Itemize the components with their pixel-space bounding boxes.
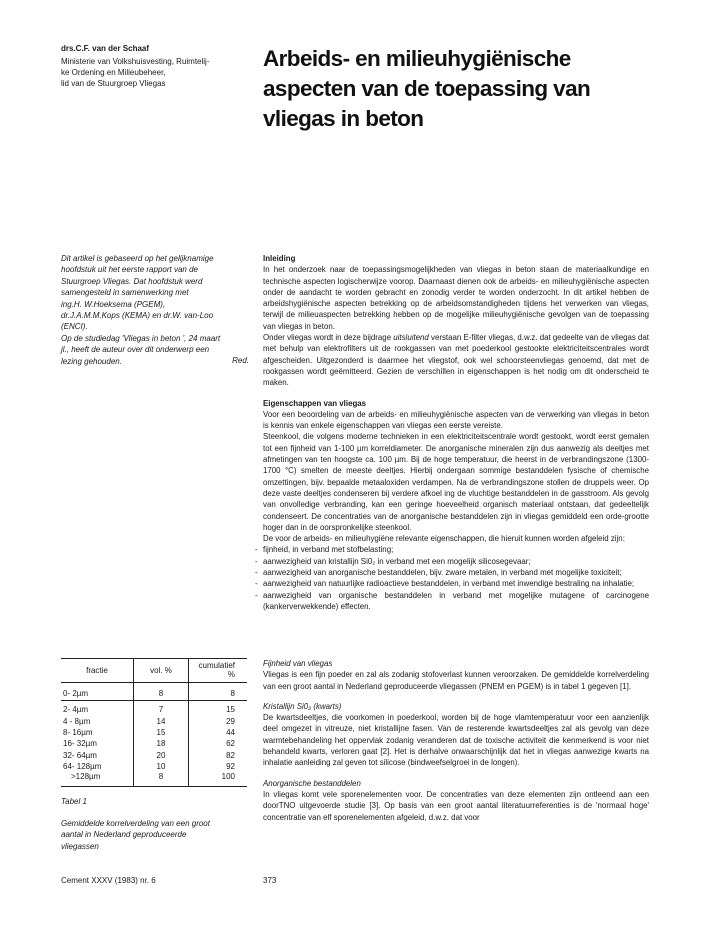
table-cell: 0- 2µm: [61, 683, 134, 701]
table-cell: 64- 128µm: [61, 761, 134, 772]
table-cell: 4 - 8µm: [61, 715, 134, 726]
text-run: Onder vliegas wordt in deze bijdrage: [263, 333, 394, 343]
list-item-text: fijnheid, in verband met stofbelasting;: [263, 545, 394, 555]
journal-footer: Cement XXXV (1983) nr. 6: [61, 876, 156, 885]
particle-size-table: [61, 658, 247, 787]
affiliation-line: ke Ordening en Milieubeheer,: [61, 68, 166, 77]
page-number: 373: [263, 876, 277, 885]
table-cell: 62: [226, 739, 235, 749]
paragraph: De kwartsdeeltjes, die voorkomen in poederkool, worden bij de hoge vlamtemperatuur voor een aanzienlijk deel omgezet in vitreuze, niet kristallijne fasen. Van de resterende kwartsdeeltjes zal als gevolg van deze warmtebehandeling het oppervlak zodanig veranderen dat de toxische activiteit die kenmerkend is voor niet behandeld kwarts, verloren gaat [2]. Het is derhalve onwaarschijnlijk dat het in vliegas aanwezige kwarts na inhalatie aanleiding zal geven tot silicose (bindweefselgroei in de longen).: [263, 713, 649, 768]
table-caption: [61, 818, 249, 852]
table-row: [61, 727, 247, 738]
spacer: [263, 769, 649, 778]
caption-line: Gemiddelde korrelverdeling van een groot: [61, 819, 210, 828]
table-row: [61, 701, 247, 716]
article-title: [263, 44, 683, 134]
caption-line: vliegassen: [61, 841, 99, 851]
table-cell: 44: [226, 727, 235, 737]
table-top-rule: [61, 658, 247, 659]
paragraph: In het onderzoek naar de toepassingsmogelijkheden van vliegas in beton staan de materiaalkundige en technische aspecten logischerwijze voorop. Daarnaast dienen ook de arbeids- en milieuhygiënische aspecten onder de aandacht te worden gebracht en zonodig verder te worden onderzocht. In dit artikel hebben de arbeidshygiënische aspecten betrekking op de arbeidsomstandigheden tijdens het verwerken van vliegas, terwijl de milieuaspecten betrekking hebben op de mogelijke milieuhygiënische gevolgen van de toepassing van vliegas in beton.: [263, 265, 649, 331]
main-column-top: [255, 253, 649, 612]
paragraph: Steenkool, die volgens moderne technieken in een elektriciteitscentrale wordt gestookt, wordt eerst gemalen tot een fijnheid van 1-100 µm korreldiameter. De anorganische mineralen zijn dus aanwezig als deeltjes met afmetingen van ten hoogste ca. 100 µm. Bij de hoge temperatuur, die heerst in de verbrandingszone (1300-1700 °C) smelten de meeste deeltjes. Hierbij ondergaan sommige bestanddelen fysische of chemische omzettingen, bijv. bepaalde metaaloxiden verdampen. Na de verbrandingszone stollen de druppels weer. Op deze vaste deeltjes condenseren bij verdere afkoel ing de vluchtige bestanddelen in de gasstroom. Als gevolg van onvolledige verbranding, kan een geringe hoeveelheid organisch materiaal ontstaan, dat gedeeltelijk condenseert. De concentraties van de anorganische bestanddelen zijn in vliegas gemiddeld een orde-grootte hoger dan in de oorspronkelijke steenkool.: [263, 432, 649, 532]
table-row: [61, 715, 247, 726]
column-header: vol. %: [134, 658, 189, 683]
list-item-text: aanwezigheid van natuurlijke radioactieve bestanddelen, in verband met inwendige bestraling na inhalatie;: [263, 579, 635, 589]
table-cell: 8- 16µm: [61, 727, 134, 738]
note-line: ing.H. W.Hoeksema (PGEM),: [61, 299, 166, 309]
table-row: [61, 738, 247, 749]
caption-line: aantal in Nederland geproduceerde: [61, 830, 187, 840]
table-cell: 8: [134, 772, 189, 787]
table-cell: 20: [134, 750, 189, 761]
note-line: jl., heeft de auteur over dit onderwerp een: [61, 345, 210, 355]
table-cell: 92: [226, 762, 235, 772]
table-cell: 15: [134, 727, 189, 738]
list-item: - fijnheid, in verband met stofbelasting;: [255, 545, 394, 555]
list-item: - aanwezigheid van organische bestanddelen in verband met mogelijke mutagene of carcinogene (kankerverwekkende) effecten.: [255, 590, 649, 611]
main-column-bottom: [263, 658, 649, 823]
subsection-heading-fijnheid: Fijnheid van vliegas: [263, 659, 333, 668]
paragraph: In vliegas komt vele sporenelementen voor. De concentraties van deze elementen zijn ontleend aan een doorTNO uitgevoerde studie [3]. Op basis van een groot aantal literatuurreferenties is de 'normaal hoge' concentratie van elf sporenelementen afgeleid, d.w.z. dat voor: [263, 789, 649, 822]
list-item-text: aanwezigheid van organische bestanddelen in verband met mogelijke mutagene of carcinogene (kankerverwekkende) effecten.: [263, 590, 649, 611]
paragraph: Voor een beoordeling van de arbeids- en milieuhygiënische aspecten van de verwerking van vliegas in beton is kennis van enkele eigenschappen van vliegas een eerste vereiste.: [263, 409, 649, 431]
table-cell: 18: [134, 738, 189, 749]
note-line: Stuurgroep Vliegas. Dat hoofdstuk werd: [61, 276, 203, 286]
text-run: verstaan E-filter vliegas, d.w.z. dat gedeelte van de vliegas dat met behulp van elektrofilters uit de rookgassen van met poederkool gestookte elektriciteitscentrales wordt afgescheiden. Uitgezonderd is daarmee het vliegstof, ook wel schoorsteenvliegas genoemd, dat met de rookgassen wordt geëmitteerd. Gezien de verschillen in eigenschappen is het nodig om dit onderscheid te maken.: [263, 333, 649, 388]
table-label: Tabel 1: [61, 797, 87, 806]
note-line: lezing gehouden.: [61, 356, 122, 366]
table-cell: 29: [226, 716, 235, 726]
table-row: [61, 683, 247, 701]
spacer: [263, 692, 649, 701]
list-item-text: aanwezigheid van anorganische bestanddelen, bijv. zware metalen, in verband met mogelijke toxiciteit;: [263, 568, 622, 578]
title-line: Arbeids- en milieuhygiënische: [263, 46, 571, 71]
section-heading-eigenschappen: Eigenschappen van vliegas: [263, 398, 367, 408]
table-cell: 8: [134, 683, 189, 701]
note-line: (ENCI).: [61, 322, 88, 332]
note-line: hoofdstuk uit het eerste rapport van de: [61, 265, 198, 275]
note-line: dr.J.A.M.M.Kops (KEMA) en dr.W. van-Loo: [61, 311, 214, 321]
section-heading-inleiding: Inleiding: [263, 254, 296, 263]
table-cell: 10: [134, 761, 189, 772]
subsection-heading-kristallijn: Kristallijn Si0₂ (kwarts): [263, 701, 342, 711]
table-row: [61, 750, 247, 761]
table-row: [61, 772, 247, 787]
table-header-row: [61, 658, 247, 683]
column-header: cumulatief %: [189, 658, 248, 683]
editorial-note: [61, 253, 249, 367]
subsection-heading-anorganische: Anorganische bestanddelen: [263, 778, 361, 788]
paragraph: [263, 332, 649, 388]
note-line: Op de studiedag 'Vliegas in beton ', 24 maart: [61, 333, 221, 343]
author-affiliation: [61, 56, 251, 89]
note-line: samengesteld in samenwerking met: [61, 288, 189, 298]
title-line: aspecten van de toepassing van: [263, 76, 591, 101]
note-line: Dit artikel is gebaseerd op het gelijknamige: [61, 254, 214, 263]
author-name: drs.C.F. van der Schaaf: [61, 44, 150, 53]
list-item: - aanwezigheid van anorganische bestanddelen, bijv. zware metalen, in verband met mogelijke toxiciteit;: [255, 568, 622, 578]
list-item-text: aanwezigheid van kristallijn Si0₂ in verband met een mogelijk silicosegevaar;: [263, 556, 531, 566]
property-list: [255, 544, 649, 612]
column-header: fractie: [61, 658, 134, 683]
list-item: - aanwezigheid van kristallijn Si0₂ in verband met een mogelijk silicosegevaar;: [255, 556, 531, 566]
list-item: - aanwezigheid van natuurlijke radioactieve bestanddelen, in verband met inwendige bestraling na inhalatie;: [255, 579, 635, 589]
table-cell: >128µm: [61, 772, 134, 787]
title-line: vliegas in beton: [263, 106, 424, 131]
table-cell: 8: [189, 683, 248, 701]
table-cell: 7: [134, 701, 189, 716]
table-cell: 100: [189, 772, 248, 787]
table-cell: 15: [226, 705, 235, 715]
paragraph: Vliegas is een fijn poeder en zal als zodanig stofoverlast kunnen veroorzaken. De gemiddelde korrelverdeling van een groot aantal in Nederland geproduceerde vliegassen (PNEM en PGEM) is in tabel 1 gegeven [1].: [263, 670, 649, 691]
emphasis: uitsluitend: [393, 333, 429, 343]
editor-signature: Red.: [232, 356, 249, 365]
table-cell: 14: [134, 715, 189, 726]
spacer: [263, 389, 649, 398]
table-cell: 16- 32µm: [61, 738, 134, 749]
affiliation-line: lid van de Stuurgroep Vliegas: [61, 79, 166, 88]
table-row: [61, 761, 247, 772]
table-cell: 2- 4µm: [61, 701, 134, 716]
table-cell: 82: [226, 750, 235, 760]
paragraph: De voor de arbeids- en milieuhygiëne relevante eigenschappen, die hieruit kunnen worden afgeleid zijn:: [263, 534, 625, 544]
affiliation-line: Ministerie van Volkshuisvesting, Ruimtelij-: [61, 57, 210, 66]
table-cell: 32- 64µm: [61, 750, 134, 761]
